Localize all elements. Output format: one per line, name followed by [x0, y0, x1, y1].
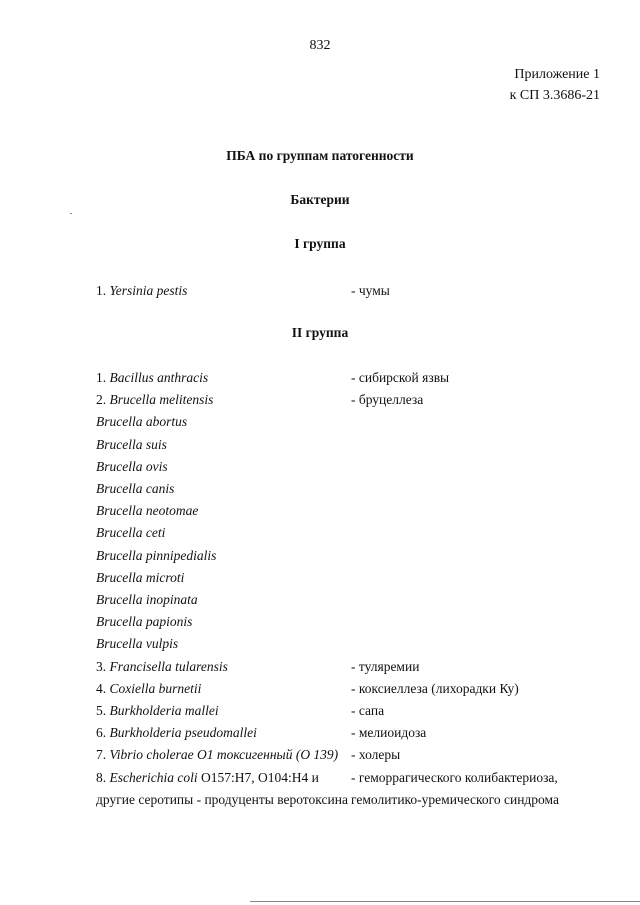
pathogen-entry	[96, 548, 216, 564]
pathogen-serotype: другие серотипы - продуценты веротоксина	[96, 791, 348, 807]
pathogen-name: Brucella microti	[96, 569, 185, 585]
list-item	[96, 283, 600, 303]
group-1-title: I группа	[294, 236, 346, 251]
pathogen-entry	[96, 370, 208, 386]
group-2-title: II группа	[291, 325, 349, 340]
pathogen-name: Brucella suis	[96, 436, 167, 452]
pathogen-entry	[96, 481, 174, 497]
list-item	[96, 725, 600, 745]
list-item	[96, 481, 600, 501]
item-number: 7.	[96, 747, 110, 763]
list-item	[96, 525, 600, 545]
list-item	[96, 792, 600, 812]
pathogen-entry	[96, 614, 192, 630]
list-item	[96, 770, 600, 790]
pathogen-name: Brucella abortus	[96, 414, 188, 430]
list-item	[96, 747, 600, 767]
pathogen-name: Brucella ovis	[96, 458, 168, 474]
pathogen-name: Vibrio cholerae O1 токсигенный (O 139)	[109, 747, 339, 763]
document-heading: ПБА по группам патогенности	[226, 148, 414, 163]
appendix-line-1: Приложение 1	[514, 67, 600, 82]
disease-name: - геморрагического колибактериоза,	[351, 769, 558, 785]
pathogen-entry	[96, 681, 201, 697]
item-number: 1.	[96, 370, 110, 385]
list-item	[96, 703, 600, 723]
disease-name: - сибирской язвы	[351, 370, 450, 385]
pathogen-entry	[96, 592, 198, 608]
disease-name: - холеры	[351, 747, 401, 763]
margin-mark	[70, 213, 72, 214]
list-item	[96, 414, 600, 434]
pathogen-name: Escherichia coli	[109, 769, 198, 785]
list-item	[96, 548, 600, 568]
pathogen-name: Brucella vulpis	[96, 636, 179, 652]
pathogen-entry	[96, 792, 348, 808]
pathogen-name: Coxiella burnetii	[109, 680, 202, 696]
section-heading-bacteria: Бактерии	[290, 192, 350, 207]
page-number: 832	[309, 38, 331, 53]
pathogen-entry	[96, 703, 219, 719]
pathogen-name: Brucella melitensis	[109, 392, 214, 408]
pathogen-entry	[96, 770, 319, 786]
disease-name: - сапа	[351, 703, 385, 718]
list-item	[96, 437, 600, 457]
pathogen-entry	[96, 459, 168, 475]
pathogen-name: Brucella pinnipedialis	[96, 547, 217, 563]
pathogen-entry	[96, 283, 187, 299]
pathogen-entry	[96, 570, 184, 586]
pathogen-entry	[96, 503, 198, 519]
pathogen-entry	[96, 437, 167, 453]
pathogen-entry	[96, 392, 213, 408]
appendix-reference	[510, 64, 600, 106]
pathogen-name: Bacillus anthracis	[109, 370, 209, 385]
pathogen-name: Burkholderia mallei	[109, 703, 219, 718]
pathogen-entry	[96, 747, 338, 763]
list-item	[96, 570, 600, 590]
list-item	[96, 636, 600, 656]
item-number: 4.	[96, 680, 110, 696]
pathogen-name: Yersinia pestis	[109, 283, 188, 298]
item-number: 8.	[96, 769, 110, 785]
list-item	[96, 681, 600, 701]
list-item	[96, 459, 600, 479]
disease-name: - чумы	[351, 283, 390, 298]
pathogen-serotype: O157:H7, O104:H4 и	[197, 769, 319, 785]
pathogen-entry	[96, 525, 165, 541]
pathogen-entry	[96, 725, 257, 741]
list-item	[96, 370, 600, 390]
appendix-line-2: к СП 3.3686-21	[509, 88, 600, 103]
list-item	[96, 614, 600, 634]
pathogen-name: Brucella canis	[96, 481, 175, 496]
pathogen-entry	[96, 659, 228, 675]
list-item	[96, 392, 600, 412]
pathogen-entry	[96, 414, 187, 430]
disease-name: - туляремии	[351, 658, 420, 674]
pathogen-name: Brucella ceti	[96, 525, 166, 541]
pathogen-name: Brucella inopinata	[96, 592, 198, 607]
item-number: 5.	[96, 703, 110, 718]
pathogen-entry	[96, 636, 178, 652]
item-number: 2.	[96, 392, 110, 408]
disease-name: - мелиоидоза	[351, 725, 427, 741]
pathogen-name: Francisella tularensis	[109, 658, 228, 674]
pathogen-name: Brucella papionis	[96, 614, 193, 630]
pathogen-name: Brucella neotomae	[96, 503, 199, 519]
disease-name: гемолитико-уремического синдрома	[351, 791, 559, 807]
disease-name: - бруцеллеза	[351, 392, 424, 408]
bottom-rule	[250, 901, 640, 902]
disease-name: - коксиеллеза (лихорадки Ку)	[351, 680, 519, 696]
list-item	[96, 592, 600, 612]
item-number: 6.	[96, 725, 110, 741]
pathogen-name: Burkholderia pseudomallei	[109, 725, 257, 741]
list-item	[96, 503, 600, 523]
item-number: 3.	[96, 658, 110, 674]
list-item	[96, 659, 600, 679]
item-number: 1.	[96, 283, 110, 298]
